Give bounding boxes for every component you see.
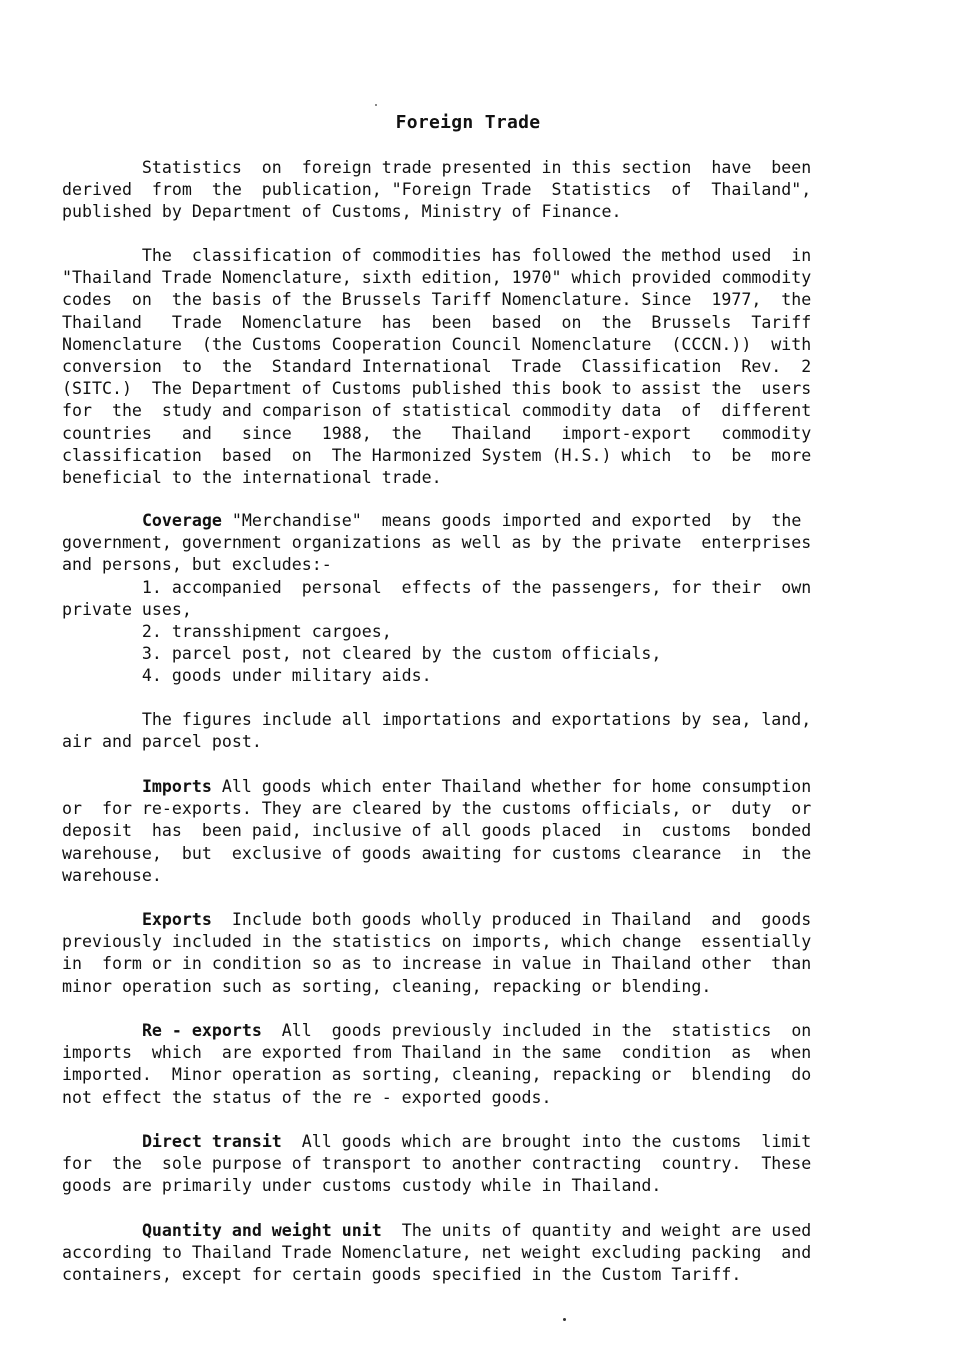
direct-transit-paragraph xyxy=(62,1131,888,1198)
figures-paragraph: The figures include all importations and exportations by sea, land, air and parcel post. xyxy=(62,710,812,752)
imports-paragraph xyxy=(62,776,888,887)
coverage-label: Coverage xyxy=(141,511,222,530)
scan-speck xyxy=(375,104,377,106)
page-title: Foreign Trade xyxy=(395,112,541,133)
classification-paragraph: The classification of commodities has followed the method used in "Thailand Trade Nomenclature, sixth edition, 1970" which provided commodity codes on the basis of the Brussels Tariff Nomenclature. Since 1977, the Thailand Trade Nomenclature has been based on the Brussels Tariff Nomenclature (the Customs Cooperation Council Nomenclature (CCCN.)) with conversion to the Standard International Trade Classification Rev. 2 (SITC.) The Department of Customs published this book to assist the users for the study and comparison of statistical commodity data of different countries and since 1988, the Thailand import-export commodity classification based on The Harmonized System (H.S.) which to be more beneficial to the international trade. xyxy=(62,246,812,488)
imports-label: Imports xyxy=(141,777,212,796)
imports-text: All goods which enter Thailand whether for home consumption or for re-exports. They are cleared by the customs officials, or duty or deposit has been paid, inclusive of all goods placed in customs bonded warehouse, but exclusive of goods awaiting for customs clearance in the warehouse. xyxy=(62,777,812,885)
quantity-weight-label: Quantity and weight unit xyxy=(141,1221,382,1240)
reexports-label: Re - exports xyxy=(141,1021,262,1040)
direct-transit-text: All goods which are brought into the customs limit for the sole purpose of transport to another contracting country. These goods are primarily under customs custody while in Thailand. xyxy=(62,1132,812,1196)
quantity-weight-paragraph xyxy=(62,1220,888,1287)
intro-paragraph: Statistics on foreign trade presented in this section have been derived from the publication, "Foreign Trade Statistics of Thailand", published by Department of Customs, Ministry of Finance. xyxy=(62,158,812,222)
coverage-paragraph xyxy=(62,510,888,688)
exports-paragraph xyxy=(62,909,888,998)
exports-label: Exports xyxy=(141,910,212,929)
direct-transit-label: Direct transit xyxy=(141,1132,282,1151)
page-mark xyxy=(563,1318,566,1321)
quantity-weight-text: The units of quantity and weight are used according to Thailand Trade Nomenclature, net weight excluding packing and containers, except for certain goods specified in the Custom Tariff. xyxy=(62,1221,812,1285)
reexports-paragraph xyxy=(62,1020,888,1109)
exports-text: Include both goods wholly produced in Thailand and goods previously included in the statistics on imports, which change essentially in form or in condition so as to increase in value in Thailand other than minor operation such as sorting, cleaning, repacking or blending. xyxy=(62,910,812,996)
coverage-text: "Merchandise" means goods imported and exported by the government, government organizations as well as by the private enterprises and persons, but excludes:- 1. accompanied personal effects of the passengers, for their own private uses, 2. transshipment cargoes, 3. parcel post, not cleared by the custom officials, 4. goods under military aids. xyxy=(62,511,812,686)
reexports-text: All goods previously included in the statistics on imports which are exported from Thailand in the same condition as when imported. Minor operation as sorting, cleaning, repacking or blending do not effect the status of the re - exported goods. xyxy=(62,1021,812,1107)
